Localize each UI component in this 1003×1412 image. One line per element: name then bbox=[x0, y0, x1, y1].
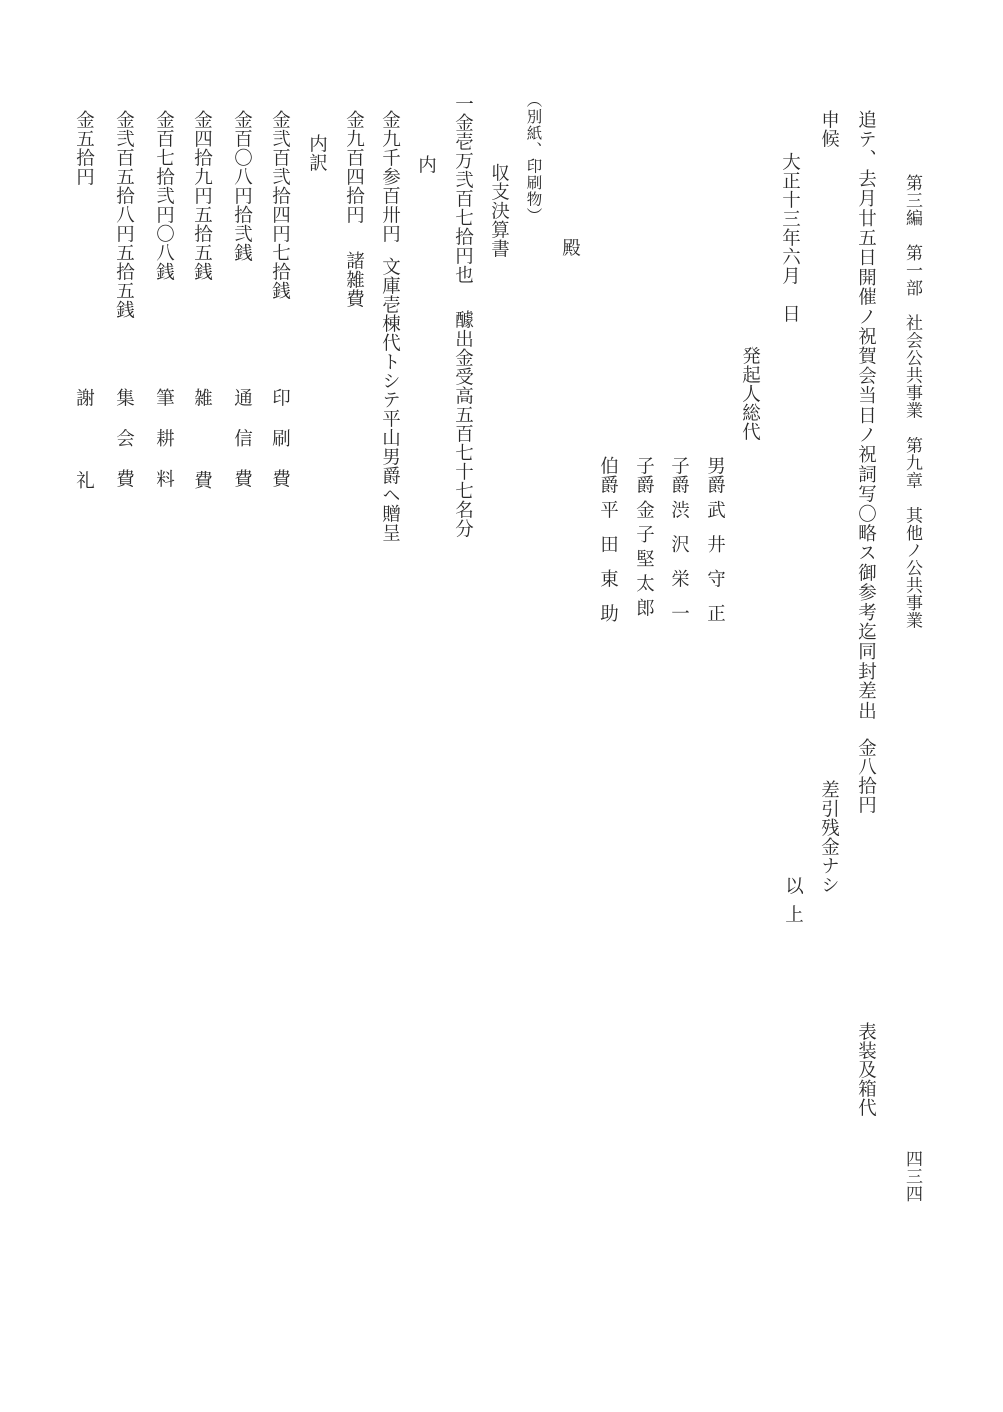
expense-description: 諸雑費 bbox=[343, 251, 365, 308]
detail-category: 集会費 bbox=[113, 388, 135, 510]
attachment-note: （別紙、印刷物） bbox=[524, 92, 543, 224]
signatory-rank: 子爵 bbox=[668, 456, 690, 494]
detail-category: 印刷費 bbox=[269, 388, 291, 510]
addressee-suffix: 殿 bbox=[559, 238, 581, 257]
closing-line: 申候 bbox=[818, 110, 840, 148]
signatory bbox=[705, 456, 724, 638]
signatory-name: 渋沢栄一 bbox=[668, 500, 690, 638]
expense-amount: 金九百四拾円 bbox=[343, 110, 365, 224]
income-description: 醵出金受高五百七十七名分 bbox=[452, 310, 474, 538]
detail-category: 雑費 bbox=[191, 388, 213, 553]
detail-category: 通信費 bbox=[231, 388, 253, 510]
postscript-line: 追テ、去月廿五日開催ノ祝賀会当日ノ祝詞写〇略ス御参考迄同封差出 bbox=[855, 110, 877, 721]
breakdown-label: 内 bbox=[415, 155, 437, 174]
detail-category: 筆耕料 bbox=[153, 388, 175, 510]
detail-category: 謝礼 bbox=[73, 388, 95, 553]
expense-description: 文庫壱棟代トシテ平山男爵ヘ贈呈 bbox=[379, 257, 401, 542]
signatory-name: 金子堅太郎 bbox=[633, 500, 655, 623]
income-amount: 一金壱万弐百七拾円也 bbox=[452, 94, 474, 284]
expense-line bbox=[344, 110, 363, 308]
signatory-name: 武井守正 bbox=[704, 500, 726, 638]
detail-amount: 金五拾円 bbox=[73, 110, 95, 186]
detail-amount: 金弐百弐拾四円七拾銭 bbox=[269, 110, 291, 300]
signatory-rank: 子爵 bbox=[633, 456, 655, 494]
signatory-name: 平田東助 bbox=[597, 500, 619, 638]
chapter-header: 第三編 第一部 社会公共事業 第九章 其他ノ公共事業 bbox=[902, 174, 922, 629]
sender-title: 発起人総代 bbox=[739, 346, 761, 441]
detail-amount: 金弐百五拾八円五拾五銭 bbox=[113, 110, 135, 319]
end-mark: 以上 bbox=[782, 876, 804, 933]
income-line bbox=[453, 94, 472, 538]
signatory-rank: 男爵 bbox=[704, 456, 726, 494]
signatory bbox=[634, 456, 653, 623]
expense-line bbox=[380, 110, 399, 542]
balance-line: 差引残金ナシ bbox=[818, 780, 840, 894]
signatory bbox=[669, 456, 688, 638]
signatory-rank: 伯爵 bbox=[597, 456, 619, 494]
letter-date: 大正十三年六月 日 bbox=[779, 152, 801, 323]
detail-amount: 金四拾九円五拾五銭 bbox=[191, 110, 213, 281]
page-number: 四三四 bbox=[902, 1150, 922, 1203]
detail-amount: 金百七拾弐円〇八銭 bbox=[153, 110, 175, 281]
expense-amount: 金九千参百卅円 bbox=[379, 110, 401, 243]
extra-amount: 金八拾円 bbox=[855, 738, 877, 814]
detail-label: 内訳 bbox=[306, 134, 328, 172]
signatory bbox=[598, 456, 617, 638]
detail-amount: 金百〇八円拾弐銭 bbox=[231, 110, 253, 262]
extra-category: 表装及箱代 bbox=[855, 1022, 877, 1117]
statement-title: 収支決算書 bbox=[488, 163, 510, 258]
